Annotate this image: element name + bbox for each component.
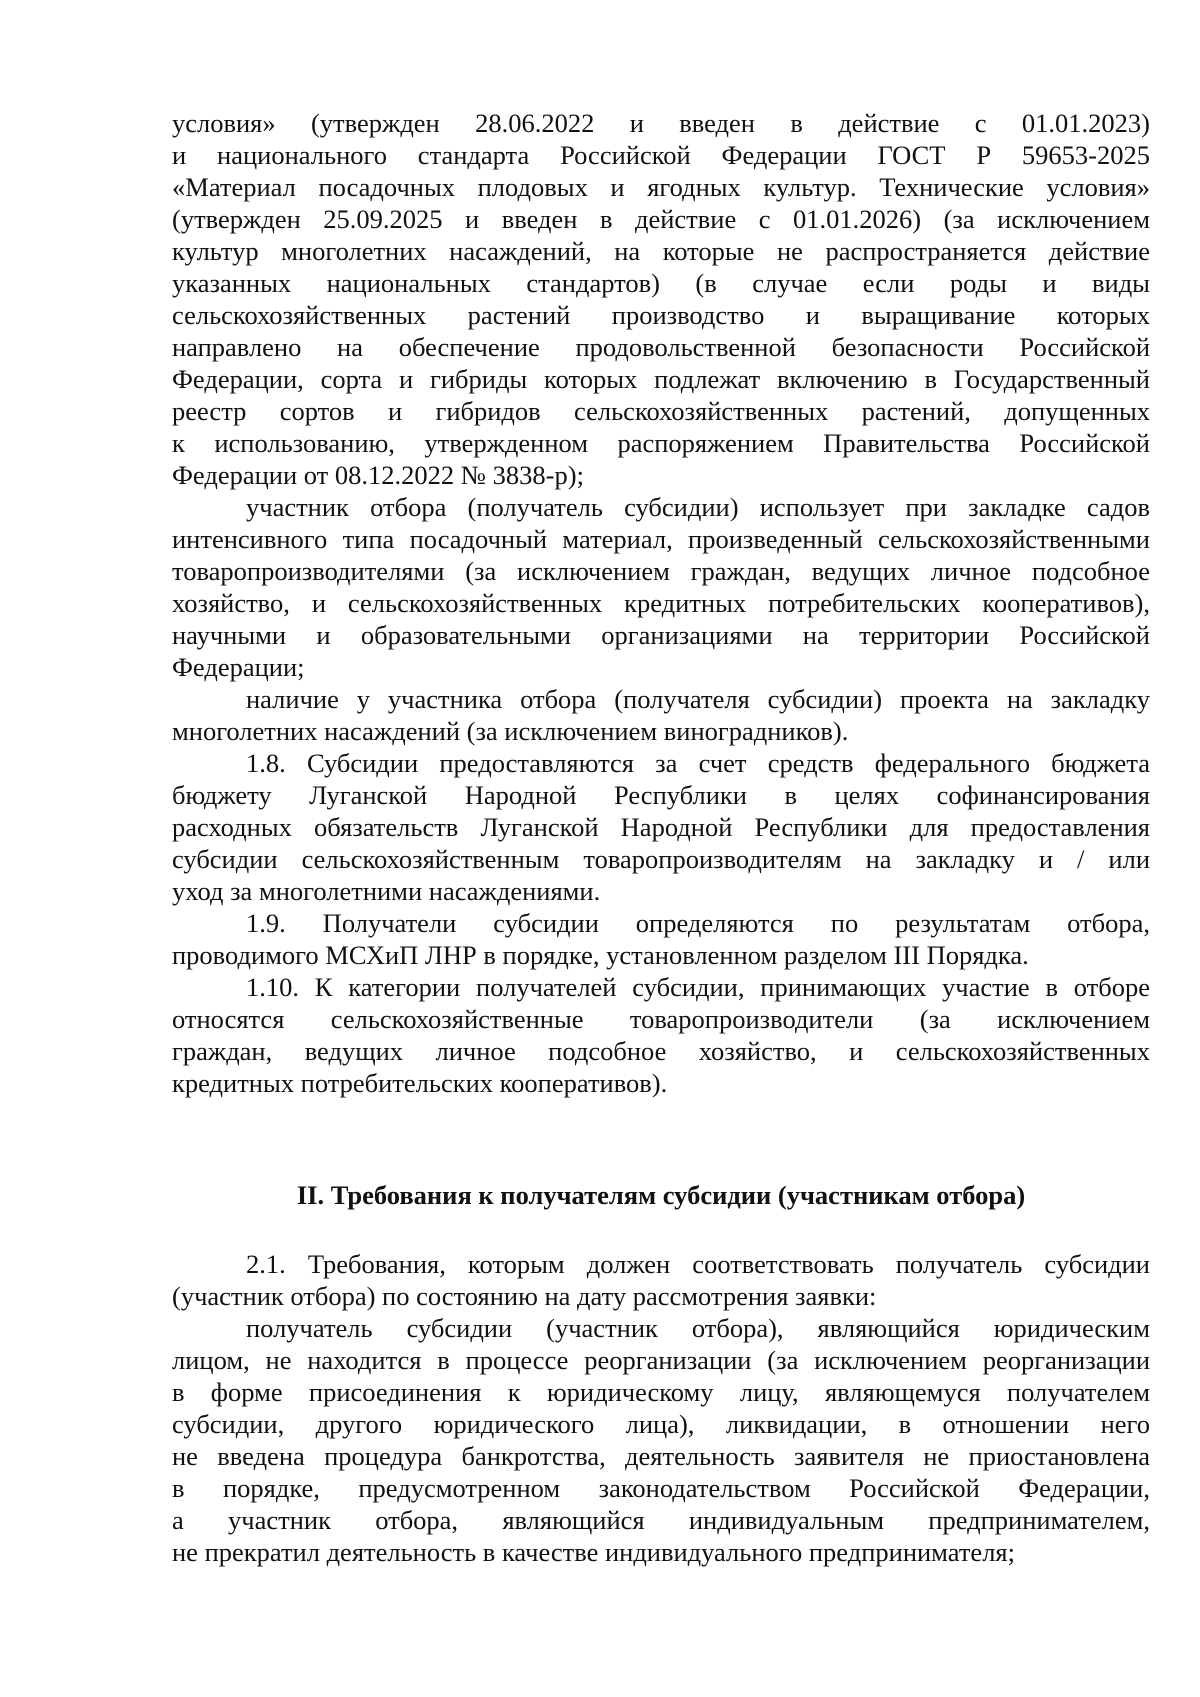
text-line: товаропроизводителями (за исключением граждан, ведущих личное подсобное (172, 556, 1150, 586)
body-text-top (172, 107, 1150, 1099)
text-line: участник отбора (получатель субсидии) использует при закладке садов (246, 492, 1150, 522)
text-line: 1.10. К категории получателей субсидии, принимающих участие в отборе (246, 972, 1150, 1002)
text-line: условия» (утвержден 28.06.2022 и введен в действие с 01.01.2023) (172, 108, 1150, 138)
text-line: (утвержден 25.09.2025 и введен в действие с 01.01.2026) (за исключением (172, 204, 1150, 234)
paragraph (172, 1312, 1150, 1568)
text-line: указанных национальных стандартов) (в случае если роды и виды (172, 268, 1150, 298)
text-line: Федерации; (172, 652, 305, 682)
paragraph (172, 1248, 1150, 1312)
text-line: культур многолетних насаждений, на которые не распространяется действие (172, 236, 1150, 266)
paragraph (172, 747, 1150, 907)
body-text-bottom (172, 1248, 1150, 1568)
text-line: а участник отбора, являющийся индивидуальным предпринимателем, (172, 1505, 1150, 1535)
text-line: получатель субсидии (участник отбора), являющийся юридическим (246, 1313, 1150, 1343)
section-heading: II. Требования к получателям субсидии (участникам отбора) (296, 1180, 1026, 1210)
text-line: к использованию, утвержденном распоряжением Правительства Российской (172, 428, 1150, 458)
text-line: субсидии сельскохозяйственным товаропроизводителям на закладку и / или (172, 844, 1150, 874)
text-line: наличие у участника отбора (получателя субсидии) проекта на закладку (246, 684, 1150, 714)
text-line: интенсивного типа посадочный материал, произведенный сельскохозяйственными (172, 524, 1150, 554)
text-line: сельскохозяйственных растений производство и выращивание которых (172, 300, 1150, 330)
text-line: в форме присоединения к юридическому лицу, являющемуся получателем (172, 1377, 1150, 1407)
text-line: субсидии, другого юридического лица), ликвидации, в отношении него (172, 1409, 1150, 1439)
text-line: «Материал посадочных плодовых и ягодных культур. Технические условия» (172, 172, 1150, 202)
text-line: не прекратил деятельность в качестве индивидуального предпринимателя; (172, 1537, 1015, 1567)
paragraph (172, 107, 1150, 491)
text-line: уход за многолетними насаждениями. (172, 876, 601, 906)
text-line: многолетних насаждений (за исключением виноградников). (172, 716, 849, 746)
text-line: бюджету Луганской Народной Республики в целях софинансирования (172, 780, 1150, 810)
text-line: хозяйство, и сельскохозяйственных кредитных потребительских кооперативов), (172, 588, 1150, 618)
text-line: лицом, не находится в процессе реорганизации (за исключением реорганизации (172, 1345, 1150, 1375)
text-line: реестр сортов и гибридов сельскохозяйственных растений, допущенных (172, 396, 1150, 426)
text-line: не введена процедура банкротства, деятельность заявителя не приостановлена (172, 1441, 1150, 1471)
paragraph (172, 683, 1150, 747)
text-line: и национального стандарта Российской Федерации ГОСТ Р 59653-2025 (172, 140, 1150, 170)
text-line: относятся сельскохозяйственные товаропроизводители (за исключением (172, 1004, 1150, 1034)
text-line: (участник отбора) по состоянию на дату рассмотрения заявки: (172, 1281, 877, 1311)
paragraph (172, 491, 1150, 683)
text-line: Федерации от 08.12.2022 № 3838-р); (172, 460, 584, 490)
paragraph (172, 907, 1150, 971)
text-line: расходных обязательств Луганской Народной Республики для предоставления (172, 812, 1150, 842)
paragraph (172, 971, 1150, 1099)
text-line: проводимого МСХиП ЛНР в порядке, установленном разделом III Порядка. (172, 940, 1029, 970)
text-line: кредитных потребительских кооперативов). (172, 1068, 668, 1098)
text-line: в порядке, предусмотренном законодательством Российской Федерации, (172, 1473, 1150, 1503)
text-line: научными и образовательными организациями на территории Российской (172, 620, 1150, 650)
text-line: 2.1. Требования, которым должен соответствовать получатель субсидии (246, 1249, 1150, 1279)
text-line: 1.8. Субсидии предоставляются за счет средств федерального бюджета (246, 748, 1150, 778)
text-line: направлено на обеспечение продовольственной безопасности Российской (172, 332, 1150, 362)
text-line: граждан, ведущих личное подсобное хозяйство, и сельскохозяйственных (172, 1036, 1150, 1066)
text-line: Федерации, сорта и гибриды которых подлежат включению в Государственный (172, 364, 1150, 394)
text-line: 1.9. Получатели субсидии определяются по результатам отбора, (246, 908, 1150, 938)
